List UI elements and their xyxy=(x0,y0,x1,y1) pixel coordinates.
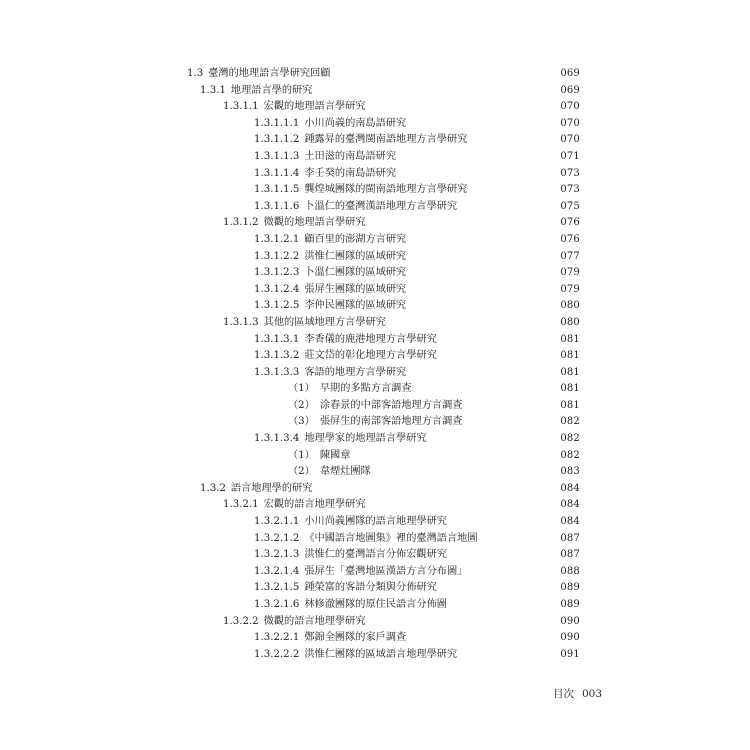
toc-entry-page: 081 xyxy=(560,366,580,378)
toc-entry xyxy=(0,116,750,133)
toc-entry-title: 張屏生「臺灣地區漢語方言分布圖」 xyxy=(304,565,468,577)
toc-entry-number: 1.3.1.3.2 xyxy=(254,350,300,362)
toc-entry xyxy=(0,614,750,631)
toc-entry-title: 其他的區域地理方言學研究 xyxy=(263,316,386,328)
toc-entry-title: 鍾露昇的臺灣閩南語地理方言學研究 xyxy=(304,134,468,146)
toc-entry-page: 075 xyxy=(560,200,580,212)
toc-entry xyxy=(0,647,750,664)
toc-entry-number: 1.3.1.3 xyxy=(223,316,259,328)
toc-entry xyxy=(0,149,750,166)
toc-entry-number: 1.3.1.1.3 xyxy=(254,150,300,162)
toc-entry-page: 089 xyxy=(560,582,580,594)
toc-entry-page: 073 xyxy=(560,167,580,179)
toc-entry-number: （2） xyxy=(288,466,315,478)
toc-entry-page: 090 xyxy=(560,615,580,627)
toc-entry xyxy=(0,232,750,249)
toc-entry-title: 龔煌城團隊的閩南語地理方言學研究 xyxy=(304,184,468,196)
toc-entry-number: 1.3.1.3.1 xyxy=(254,333,300,345)
toc-entry-page: 073 xyxy=(560,184,580,196)
toc-entry xyxy=(0,514,750,531)
toc-entry-page: 090 xyxy=(560,632,580,644)
toc-entry-title: 鍾榮富的客語分類與分佈研究 xyxy=(304,582,437,594)
toc-entry-number: 1.3.2.1 xyxy=(223,499,259,511)
toc-entry-title: 李香儀的鹿港地理方言學研究 xyxy=(304,333,437,345)
page-footer xyxy=(553,686,602,701)
toc-entry xyxy=(0,215,750,232)
toc-entry-page: 081 xyxy=(560,399,580,411)
toc-entry-title: 張屏生團隊的區域研究 xyxy=(304,283,407,295)
toc-entry-page: 071 xyxy=(560,150,580,162)
toc-entry-page: 082 xyxy=(560,416,580,428)
toc-entry xyxy=(0,398,750,415)
toc-entry-title: 宏觀的地理語言學研究 xyxy=(263,101,366,113)
toc-entry xyxy=(0,630,750,647)
toc-entry-title: 地理語言學的研究 xyxy=(230,84,313,96)
toc-entry xyxy=(0,348,750,365)
toc-entry-title: 臺灣的地理語言學研究回顧 xyxy=(208,68,331,79)
toc-entry-title: 早期的多點方言調查 xyxy=(319,383,412,395)
toc-entry-title: 莊文岱的彰化地理方言學研究 xyxy=(304,350,437,362)
toc-entry-number: 1.3.1 xyxy=(200,84,226,96)
toc-entry-number: 1.3.2.1.4 xyxy=(254,565,300,577)
toc-entry xyxy=(0,132,750,149)
toc-entry-title: 洪惟仁的臺灣語言分佈宏觀研究 xyxy=(304,549,447,561)
toc-entry xyxy=(0,431,750,448)
toc-entry xyxy=(0,381,750,398)
toc-entry-number: （3） xyxy=(288,416,315,428)
toc-entry xyxy=(0,315,750,332)
toc-entry-page: 070 xyxy=(560,134,580,146)
toc-entry-title: 陳國章 xyxy=(319,449,351,461)
toc-entry-title: 韋煙灶團隊 xyxy=(319,466,371,478)
toc-entry-title: 卜溫仁團隊的區域研究 xyxy=(304,267,407,279)
toc-entry-number: 1.3.2.2 xyxy=(223,615,259,627)
toc-entry-number: 1.3.2.1.1 xyxy=(254,516,300,528)
toc-entry-number: 1.3.2.1.3 xyxy=(254,549,300,561)
toc-entry-page: 087 xyxy=(560,532,580,544)
toc-entry-number: 1.3.1.2.5 xyxy=(254,300,300,312)
toc-entry xyxy=(0,182,750,199)
toc-entry-page: 082 xyxy=(560,433,580,445)
table-of-contents xyxy=(0,66,750,663)
toc-entry xyxy=(0,83,750,100)
toc-entry-page: 087 xyxy=(560,549,580,561)
toc-entry-title: 土田滋的南島語研究 xyxy=(304,150,397,162)
toc-entry xyxy=(0,298,750,315)
toc-entry-number: 1.3.1.1.1 xyxy=(254,117,300,129)
toc-entry-page: 081 xyxy=(560,383,580,395)
toc-entry-number: 1.3.1.1.2 xyxy=(254,134,300,146)
toc-entry-title: 李壬癸的南島語研究 xyxy=(304,167,397,179)
toc-entry xyxy=(0,547,750,564)
toc-entry xyxy=(0,564,750,581)
toc-entry-page: 079 xyxy=(560,283,580,295)
toc-entry xyxy=(0,597,750,614)
toc-entry-page: 076 xyxy=(560,217,580,229)
toc-entry xyxy=(0,282,750,299)
toc-entry-number: 1.3 xyxy=(187,68,204,79)
toc-entry-page: 088 xyxy=(560,565,580,577)
toc-entry-number: 1.3.2 xyxy=(200,482,226,494)
toc-entry-page: 081 xyxy=(560,350,580,362)
toc-entry xyxy=(0,66,750,83)
toc-entry-number: （2） xyxy=(288,399,315,411)
toc-entry-number: 1.3.1.2.1 xyxy=(254,233,300,245)
toc-entry-title: 林修澈團隊的原住民語言分佈圖 xyxy=(304,599,447,610)
toc-entry-title: 張屏生的南部客語地理方言調查 xyxy=(319,416,463,428)
toc-entry-number: 1.3.1.1.4 xyxy=(254,167,300,179)
toc-entry-number: 1.3.1.2.4 xyxy=(254,283,300,295)
toc-entry xyxy=(0,448,750,465)
toc-entry-page: 084 xyxy=(560,516,580,528)
toc-entry-title: 涂春景的中部客語地理方言調查 xyxy=(319,399,463,411)
toc-entry xyxy=(0,531,750,548)
toc-entry-number: 1.3.1.3.4 xyxy=(254,433,300,445)
footer-page-number: 003 xyxy=(581,688,602,700)
toc-entry-title: 李仲民團隊的區域研究 xyxy=(304,300,407,312)
toc-entry-number: 1.3.2.2.1 xyxy=(254,632,300,644)
toc-entry-title: 洪惟仁團隊的區域語言地理學研究 xyxy=(304,648,458,660)
toc-entry-number: 1.3.2.1.6 xyxy=(254,599,300,610)
toc-entry-number: 1.3.2.1.2 xyxy=(254,532,300,544)
toc-entry-title: 微觀的語言地理學研究 xyxy=(263,615,366,627)
toc-entry xyxy=(0,265,750,282)
toc-entry xyxy=(0,481,750,498)
toc-entry xyxy=(0,497,750,514)
toc-entry-number: 1.3.1.1.6 xyxy=(254,200,300,212)
toc-entry-number: 1.3.1.2.3 xyxy=(254,267,300,279)
toc-entry-title: 微觀的地理語言學研究 xyxy=(263,217,366,229)
toc-entry-number: 1.3.1.2.2 xyxy=(254,250,300,262)
toc-entry xyxy=(0,332,750,349)
toc-entry-title: 《中國語言地圖集》裡的臺灣語言地圖 xyxy=(304,532,478,544)
toc-entry-title: 鄭錦全團隊的家戶調查 xyxy=(304,632,407,644)
toc-entry xyxy=(0,166,750,183)
toc-entry xyxy=(0,580,750,597)
toc-entry-page: 070 xyxy=(560,101,580,113)
toc-entry-page: 091 xyxy=(560,648,580,660)
toc-entry xyxy=(0,199,750,216)
toc-entry-page: 080 xyxy=(560,316,580,328)
toc-entry-title: 洪惟仁團隊的區域研究 xyxy=(304,250,407,262)
toc-entry-number: （1） xyxy=(288,449,315,461)
toc-entry-page: 069 xyxy=(560,68,580,79)
toc-entry xyxy=(0,464,750,481)
toc-entry-number: 1.3.2.2.2 xyxy=(254,648,300,660)
toc-entry-page: 076 xyxy=(560,233,580,245)
toc-entry-title: 小川尚義團隊的語言地理學研究 xyxy=(304,516,447,528)
toc-entry xyxy=(0,99,750,116)
toc-entry-page: 077 xyxy=(560,250,580,262)
toc-entry-page: 084 xyxy=(560,499,580,511)
toc-entry-page: 082 xyxy=(560,449,580,461)
toc-entry-number: 1.3.1.1.5 xyxy=(254,184,300,196)
toc-entry-number: 1.3.1.1 xyxy=(223,101,259,113)
toc-entry-number: 1.3.1.2 xyxy=(223,217,259,229)
toc-entry-title: 宏觀的語言地理學研究 xyxy=(263,499,366,511)
toc-entry xyxy=(0,365,750,382)
toc-entry-title: 小川尚義的南島語研究 xyxy=(304,117,407,129)
toc-entry-page: 070 xyxy=(560,117,580,129)
toc-entry-number: 1.3.2.1.5 xyxy=(254,582,300,594)
toc-entry-page: 081 xyxy=(560,333,580,345)
toc-entry-title: 地理學家的地理語言學研究 xyxy=(304,433,427,445)
footer-section-label: 目次 xyxy=(552,688,574,700)
toc-entry-number: 1.3.1.3.3 xyxy=(254,366,300,378)
toc-entry-page: 084 xyxy=(560,482,580,494)
toc-entry-title: 語言地理學的研究 xyxy=(230,482,313,494)
toc-entry xyxy=(0,249,750,266)
toc-entry xyxy=(0,414,750,431)
toc-entry-page: 080 xyxy=(560,300,580,312)
toc-entry-title: 顧百里的澎湖方言研究 xyxy=(304,233,407,245)
toc-entry-page: 079 xyxy=(560,267,580,279)
toc-entry-page: 083 xyxy=(560,466,580,478)
toc-entry-page: 069 xyxy=(560,84,580,96)
toc-entry-title: 客語的地理方言學研究 xyxy=(304,366,407,378)
toc-entry-title: 卜溫仁的臺灣漢語地理方言學研究 xyxy=(304,200,458,212)
toc-entry-number: （1） xyxy=(288,383,315,395)
toc-entry-page: 089 xyxy=(560,599,580,610)
